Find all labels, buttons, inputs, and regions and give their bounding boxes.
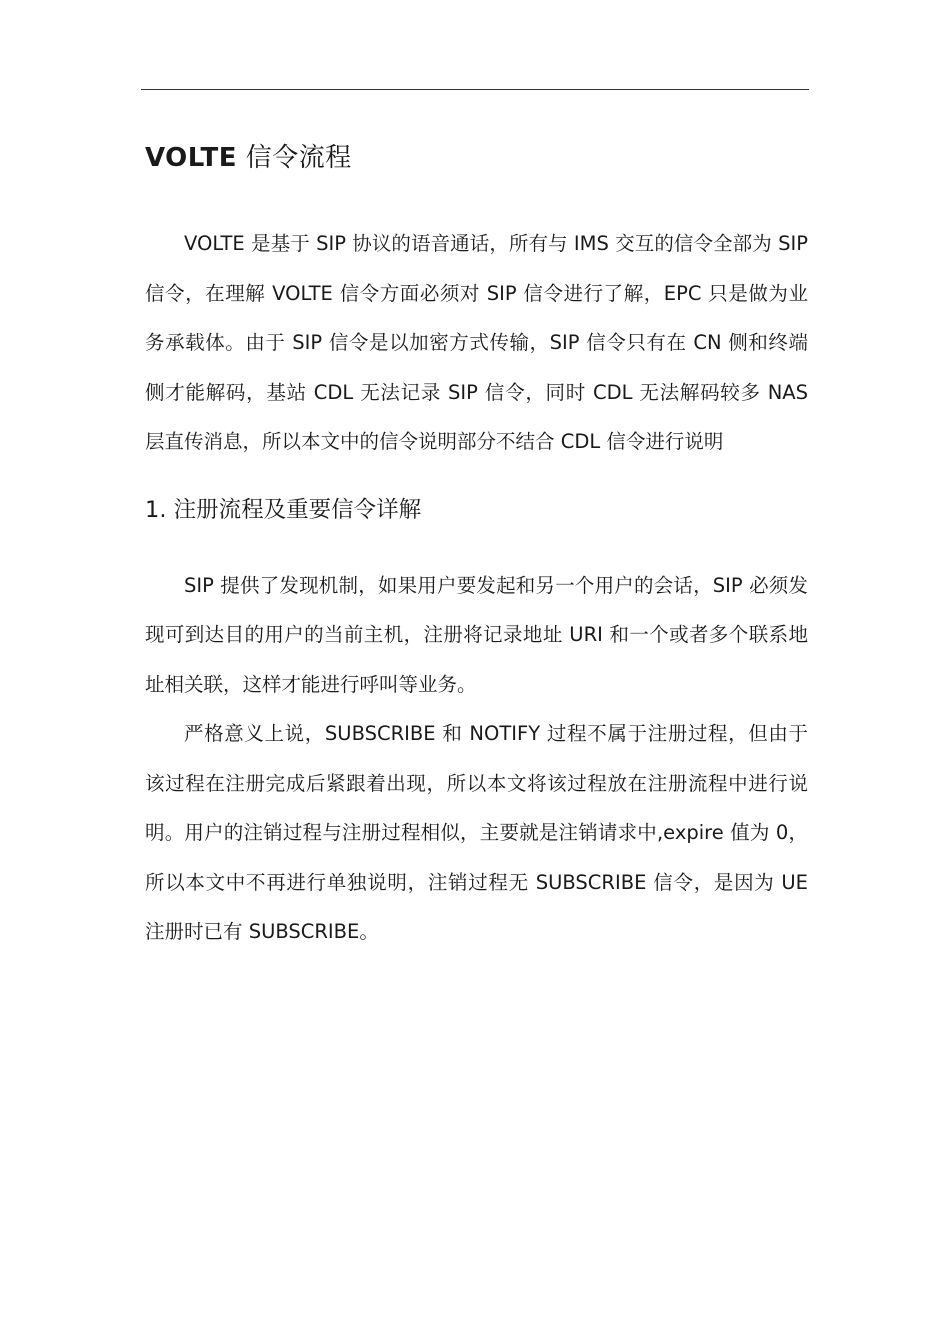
document-title-cjk: 信令流程 bbox=[237, 143, 352, 173]
intro-paragraph: VOLTE 是基于 SIP 协议的语音通话，所有与 IMS 交互的信令全部为 SIP 信令，在理解 VOLTE 信令方面必须对 SIP 信令进行了解，EPC 只是做为业务承载体。由于 SIP 信令是以加密方式传输，SIP 信令只有在 CN 侧和终端侧才能解码，基站 CDL 无法记录 SIP 信令，同时 CDL 无法解码较多 NAS 层直传消息，所以本文中的信令说明部分不结合 CDL 信令进行说明 bbox=[145, 232, 808, 453]
document-title bbox=[145, 132, 808, 184]
header-rule bbox=[141, 89, 809, 90]
section-body bbox=[145, 561, 808, 957]
document-body bbox=[145, 132, 808, 957]
section-heading: 1. 注册流程及重要信令详解 bbox=[145, 496, 422, 523]
document-title-latin: VOLTE bbox=[145, 143, 238, 173]
section-paragraph-2: 严格意义上说，SUBSCRIBE 和 NOTIFY 过程不属于注册过程，但由于该过程在注册完成后紧跟着出现，所以本文将该过程放在注册流程中进行说明。用户的注销过程与注册过程相似，主要就是注销请求中,expire 值为 0，所以本文中不再进行单独说明，注销过程无 SUBSCRIBE 信令，是因为 UE 注册时已有 SUBSCRIBE。 bbox=[145, 722, 808, 943]
section-paragraph-1: SIP 提供了发现机制，如果用户要发起和另一个用户的会话，SIP 必须发现可到达目的用户的当前主机，注册将记录地址 URI 和一个或者多个联系地址相关联，这样才能进行呼叫等业务。 bbox=[145, 573, 808, 696]
